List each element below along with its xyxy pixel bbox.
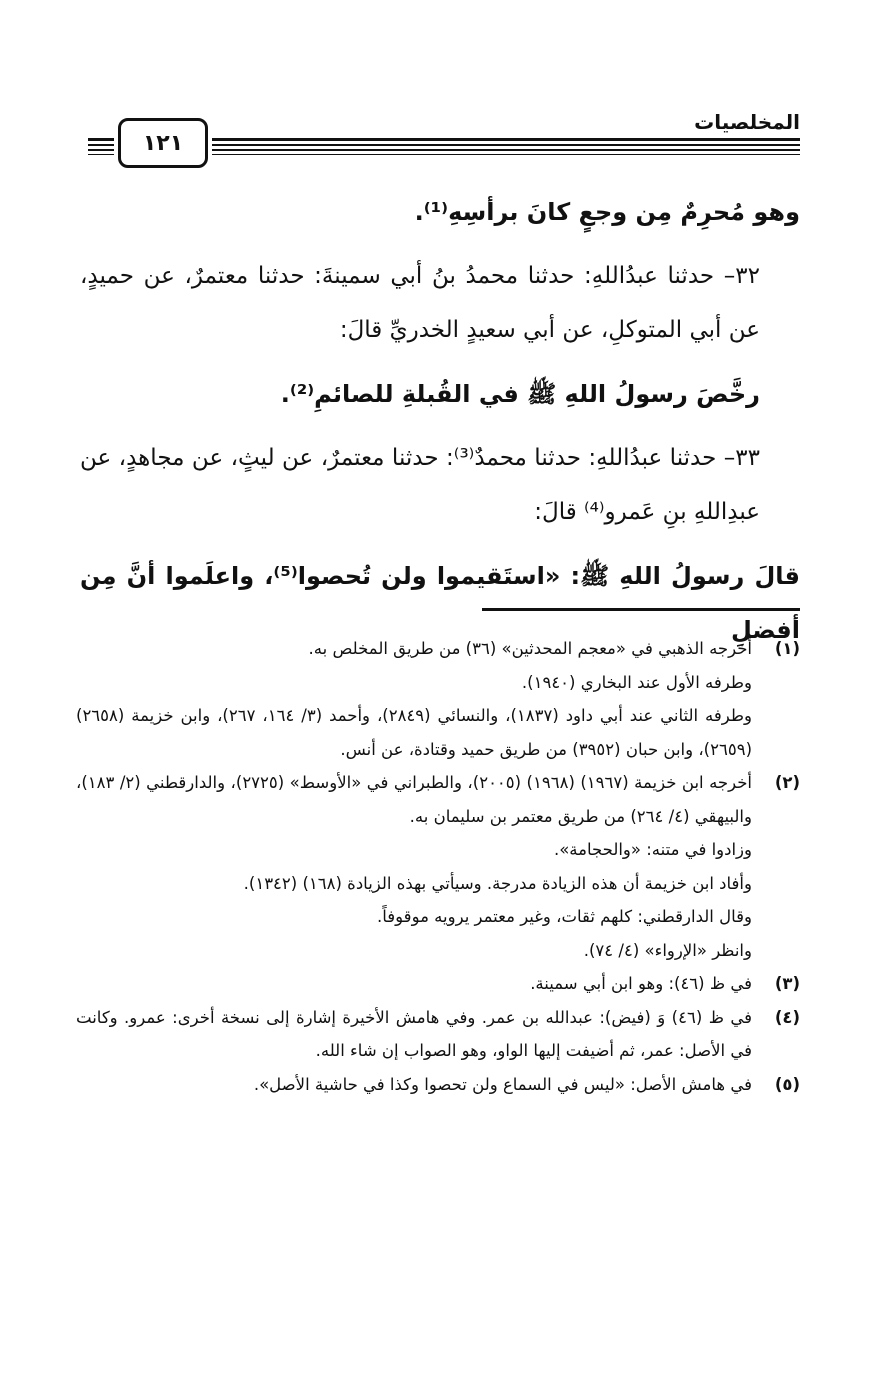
footnote-paragraph: وطرفه الثاني عند أبي داود (١٨٣٧)، والنسائي (٢٨٤٩)، وأحمد (٣/ ١٦٤، ٢٦٧)، وابن خزيمة (٢٦٥٨) (٢٦٥٩)، وابن حبان (٣٩٥٢) من طريق حميد وقتادة، عن أنس. <box>76 706 752 759</box>
footnote-paragraph: أخرجه الذهبي في «معجم المحدثين» (٣٦) من طريق المخلص به. <box>308 639 752 658</box>
footnote-1 <box>76 632 800 766</box>
footnote-paragraph: وانظر «الإرواء» (٤/ ٧٤). <box>583 940 752 960</box>
footnote-paragraph: في ظ (٤٦) وَ (فيض): عبدالله بن عمر. وفي هامش الأخيرة إشارة إلى نسخة أخرى: عمرو. وكانت في الأصل: عمر، ثم أضيفت إليها الواو، وهو الصواب إن شاء الله. <box>76 1007 753 1060</box>
footnotes <box>76 632 800 1101</box>
footnote-paragraph: وأفاد ابن خزيمة أن هذه الزيادة مدرجة. وسيأتي بهذه الزيادة (١٦٨) (١٣٤٢). <box>243 873 752 893</box>
page-header <box>88 108 800 164</box>
footnote-4 <box>76 1001 800 1068</box>
footnote-paragraph: أخرجه ابن خزيمة (١٩٦٧) (١٩٦٨) (٢٠٠٥)، والطبراني في «الأوسط» (٢٧٢٥)، والدارقطني (٢/ ١٨٣)، والبيهقي (٤/ ٢٦٤) من طريق معتمر بن سليمان به. <box>76 773 753 826</box>
footnote-2 <box>76 766 800 967</box>
footnote-divider <box>482 608 800 611</box>
main-text <box>80 185 800 657</box>
book-title: المخلصيات <box>694 110 800 134</box>
isnad-paragraph: ٣٣– حدثنا عبدُاللهِ: حدثنا محمدٌ⁽³⁾: حدثنا معتمرٌ، عن ليثٍ، عن مجاهدٍ، عن عبدِاللهِ بنِ عَمرو⁽⁴⁾ قالَ: <box>80 445 760 525</box>
footnote-paragraph: وطرفه الأول عند البخاري (١٩٤٠). <box>521 672 752 692</box>
footnote-number: (١) <box>774 639 800 658</box>
footnote-paragraph: وزادوا في متنه: «والحجامة». <box>553 840 752 859</box>
footnote-3 <box>76 967 800 1001</box>
footnote-paragraph: في ظ (٤٦): وهو ابن أبي سمينة. <box>530 974 752 993</box>
footnote-number: (٤) <box>774 1007 800 1027</box>
hadith-text-line: قالَ رسولُ اللهِ ﷺ: «استَقيموا ولن تُحصوا⁽⁵⁾، واعلَموا أنَّ مِن أفضلِ <box>80 562 800 644</box>
footnote-number: (٣) <box>774 974 800 993</box>
page-number: ١٢١ <box>118 118 208 168</box>
footnote-paragraph: في هامش الأصل: «ليس في السماع ولن تحصوا وكذا في حاشية الأصل». <box>253 1074 752 1094</box>
isnad-paragraph: ٣٢– حدثنا عبدُاللهِ: حدثنا محمدُ بنُ أبي سمينةَ: حدثنا معتمرٌ، عن حميدٍ، عن أبي المتوكلِ، عن أبي سعيدٍ الخدريِّ قالَ: <box>80 263 760 343</box>
hadith-text-line: وهو مُحرِمٌ مِن وجعٍ كانَ برأسِهِ⁽¹⁾. <box>414 198 800 226</box>
footnote-number: (٥) <box>774 1074 800 1094</box>
footnote-5 <box>76 1068 800 1102</box>
hadith-text-line: رخَّصَ رسولُ اللهِ ﷺ في القُبلةِ للصائمِ⁽²⁾. <box>280 380 760 408</box>
footnote-number: (٢) <box>774 773 800 792</box>
footnote-paragraph: وقال الدارقطني: كلهم ثقات، وغير معتمر يرويه موقوفاً. <box>377 907 752 926</box>
